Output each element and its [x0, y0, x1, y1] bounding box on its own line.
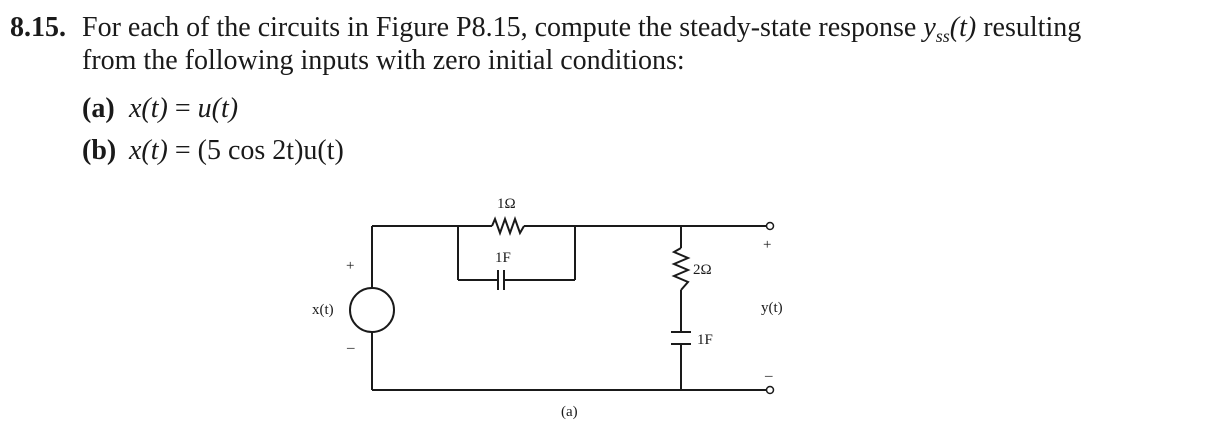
r1-label: 1Ω — [497, 196, 516, 212]
part-b-equals: = — [174, 135, 191, 166]
source-label: x(t) — [312, 302, 334, 318]
figure-caption: (a) — [561, 404, 578, 420]
output-plus: + — [763, 237, 772, 253]
resistor-2 — [674, 248, 688, 290]
problem-text-1: For each of the circuits in Figure P8.15, compute the steady-state response — [82, 12, 924, 43]
part-a-rhs: u(t) — [197, 93, 239, 124]
voltage-source — [350, 288, 394, 332]
part-a-equals: = — [174, 93, 191, 124]
circuit-wires — [350, 226, 767, 390]
part-a-lhs: x(t) — [129, 93, 168, 124]
problem-number: 8.15. — [10, 12, 66, 43]
resistor-1 — [492, 219, 524, 233]
output-terminal-bottom — [767, 387, 774, 394]
response-subscript: ss — [935, 26, 950, 46]
r2-label: 2Ω — [693, 262, 712, 278]
problem-statement-line-2: from the following inputs with zero initial conditions: — [82, 45, 685, 76]
part-a-label: (a) — [82, 93, 115, 124]
output-label: y(t) — [761, 300, 783, 316]
response-argument: (t) — [949, 12, 977, 43]
output-terminal-top — [767, 223, 774, 230]
problem-text-1-end: resulting — [976, 12, 1082, 43]
capacitor-2 — [671, 332, 691, 344]
part-b-lhs: x(t) — [129, 135, 168, 166]
source-plus: + — [346, 258, 355, 274]
part-b-label: (b) — [82, 135, 117, 166]
part-b-rhs: (5 cos 2t)u(t) — [197, 135, 344, 166]
c2-label: 1F — [697, 332, 713, 348]
source-minus: – — [347, 340, 355, 356]
output-minus: – — [765, 368, 773, 384]
response-variable: y — [923, 12, 936, 43]
capacitor-1 — [498, 270, 504, 290]
c1-label: 1F — [495, 250, 511, 266]
